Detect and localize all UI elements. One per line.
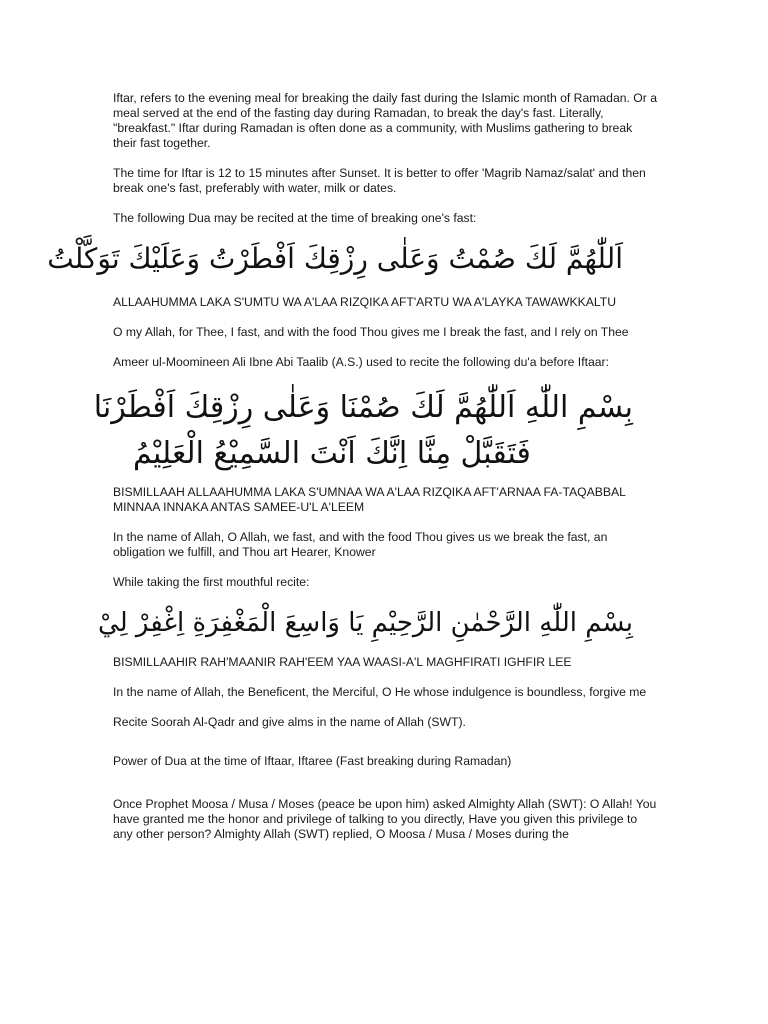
first-mouthful-paragraph: While taking the first mouthful recite:: [113, 575, 310, 589]
dua2-arabic-line-1: بِسْمِ اللّٰهِ اَللّٰهُمَّ لَكَ صُمْنَا وَعَلٰى رِزْقِكَ اَفْطَرْنَا: [93, 390, 633, 425]
dua1-transliteration: ALLAAHUMMA LAKA S'UMTU WA A'LAA RIZQIKA AFT'ARTU WA A'LAYKA TAWAWKKALTU: [113, 295, 617, 309]
intro-paragraph: Iftar, refers to the evening meal for breaking the daily fast during the Islamic month of Ramadan. Or a meal served at the end of the fasting day during Ramadan, to break the day's fast. Literally, "breakfast." Iftar during Ramadan is often done as a community, with Muslims gathering to break their fast together.: [113, 91, 657, 150]
dua2-transliteration: BISMILLAAH ALLAAHUMMA LAKA S'UMNAA WA A'LAA RIZQIKA AFT'ARNAA FA-TAQABBAL MINNAA INNAKA ANTAS SAMEE-U'L A'LEEM: [113, 485, 626, 514]
dua3-transliteration: BISMILLAAHIR RAH'MAANIR RAH'EEM YAA WAASI-A'L MAGHFIRATI IGHFIR LEE: [113, 655, 572, 669]
power-of-dua-heading: Power of Dua at the time of Iftaar, Iftaree (Fast breaking during Ramadan): [113, 754, 512, 768]
dua3-translation: In the name of Allah, the Beneficent, the Merciful, O He whose indulgence is boundless, forgive me: [113, 685, 647, 699]
dua3-arabic-calligraphy: بِسْمِ اللّٰهِ الرَّحْمٰنِ الرَّحِيْمِ يَا وَاسِعَ الْمَغْفِرَةِ اِغْفِرْ لِيْ: [98, 608, 633, 638]
dua2-arabic-line-2: فَتَقَبَّلْ مِنَّا اِنَّكَ اَنْتَ السَّمِيْعُ الْعَلِيْمُ: [133, 436, 531, 471]
prophet-moosa-paragraph: Once Prophet Moosa / Musa / Moses (peace be upon him) asked Almighty Allah (SWT): O Allah! You have granted me the honor and privilege of talking to you directly, Have you given this privilege to any other person? Almighty Allah (SWT) replied, O Moosa / Musa / Moses during the: [113, 797, 657, 841]
soorah-qadr-paragraph: Recite Soorah Al-Qadr and give alms in the name of Allah (SWT).: [113, 715, 466, 729]
dua2-translation: In the name of Allah, O Allah, we fast, and with the food Thou gives us we break the fast, an obligation we fulfill, and Thou art Hearer, Knower: [113, 530, 608, 559]
document-body: [47, 91, 658, 857]
following-dua-paragraph: The following Dua may be recited at the time of breaking one's fast:: [113, 211, 477, 225]
dua1-arabic-calligraphy: اَللّٰهُمَّ لَكَ صُمْتُ وَعَلٰى رِزْقِكَ اَفْطَرْتُ وَعَلَيْكَ تَوَكَّلْتُ: [47, 242, 623, 275]
ameer-intro-paragraph: Ameer ul-Moomineen Ali Ibne Abi Taalib (A.S.) used to recite the following du'a before Iftaar:: [113, 355, 609, 369]
dua1-translation: O my Allah, for Thee, I fast, and with the food Thou gives me I break the fast, and I rely on Thee: [113, 325, 629, 339]
iftar-time-paragraph: The time for Iftar is 12 to 15 minutes after Sunset. It is better to offer 'Magrib Namaz/salat' and then break one's fast, preferably with water, milk or dates.: [113, 166, 646, 195]
dua2-arabic-calligraphy: [93, 385, 633, 477]
